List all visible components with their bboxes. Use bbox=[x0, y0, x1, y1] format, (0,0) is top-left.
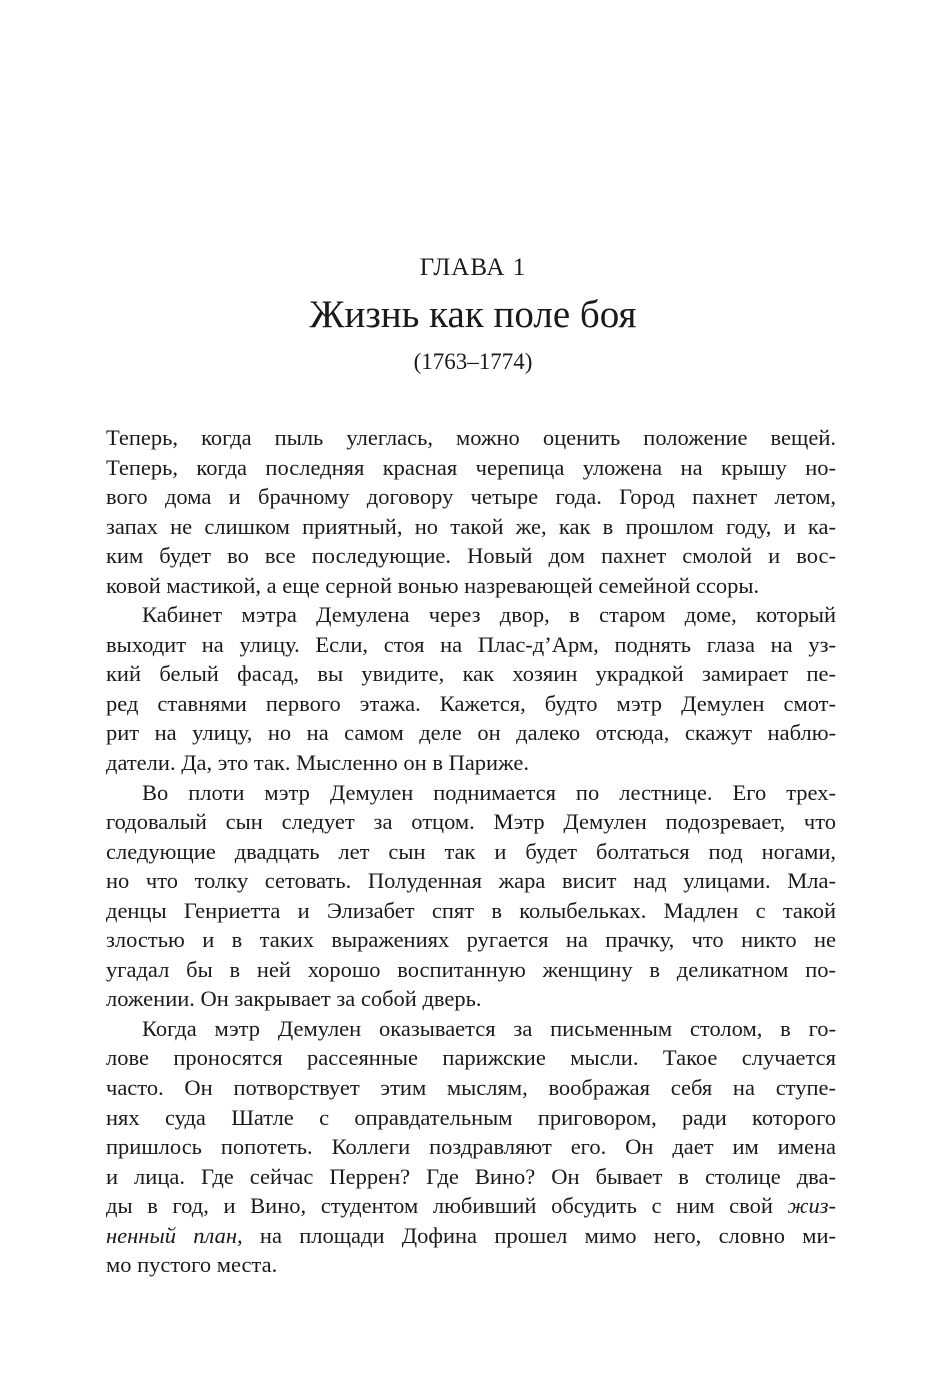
text-line: ред ставнями первого этажа. Кажется, будто мэтр Демулен смот- bbox=[106, 690, 836, 716]
text-fragment: , на площади Дофина прошел мимо него, словно ми- bbox=[237, 1222, 836, 1248]
text-line: и лица. Где сейчас Перрен? Где Вино? Он бывает в столице два- bbox=[106, 1163, 836, 1189]
text-line: ковой мастикой, а еще серной вонью назревающей семейной ссоры. bbox=[106, 572, 760, 598]
text-line: пришлось попотеть. Коллеги поздравляют его. Он дает им имена bbox=[106, 1134, 836, 1160]
chapter-years: (1763–1774) bbox=[413, 349, 533, 374]
chapter-label: ГЛАВА 1 bbox=[419, 254, 527, 281]
text-line: ложении. Он закрывает за собой дверь. bbox=[106, 986, 482, 1012]
text-line: злостью и в таких выражениях ругается на прачку, что никто не bbox=[106, 927, 836, 953]
text-line: годовалый сын следует за отцом. Мэтр Демулен подозревает, что bbox=[106, 809, 836, 835]
chapter-title: Жизнь как поле боя bbox=[309, 293, 637, 336]
text-line: Кабинет мэтра Демулена через двор, в старом доме, который bbox=[142, 602, 836, 628]
text-line: рит на улицу, но на самом деле он далеко отсюда, скажут наблю- bbox=[106, 720, 836, 746]
text-line: следующие двадцать лет сын так и будет болтаться под ногами, bbox=[106, 838, 836, 864]
text-line: ким будет во все последующие. Новый дом пахнет смолой и вос- bbox=[106, 543, 836, 569]
text-line bbox=[106, 1221, 836, 1251]
text-line: лове проносятся рассеянные парижские мысли. Такое случается bbox=[106, 1045, 836, 1071]
text-line: датели. Да, это так. Мысленно он в Париже. bbox=[106, 750, 529, 776]
text-line: запах не слишком приятный, но такой же, как в прошлом году, и ка- bbox=[106, 513, 836, 539]
body-text bbox=[106, 423, 836, 1280]
text-line: Во плоти мэтр Демулен поднимается по лестнице. Его трех- bbox=[142, 779, 836, 805]
text-line: угадал бы в ней хорошо воспитанную женщину в деликатном по- bbox=[106, 956, 836, 982]
text-line: денцы Генриетта и Элизабет спят в колыбельках. Мадлен с такой bbox=[106, 897, 836, 923]
text-line: Теперь, когда пыль улеглась, можно оценить положение вещей. bbox=[106, 425, 836, 450]
text-line: мо пустого места. bbox=[106, 1252, 278, 1278]
text-line: Теперь, когда последняя красная черепица уложена на крышу но- bbox=[106, 454, 836, 480]
text-line: Когда мэтр Демулен оказывается за письменным столом, в го- bbox=[142, 1015, 836, 1041]
text-line: вого дома и брачному договору четыре года. Город пахнет летом, bbox=[106, 484, 836, 510]
text-line: нях суда Шатле с оправдательным приговором, ради которого bbox=[106, 1104, 836, 1130]
text-line: но что толку сетовать. Полуденная жара висит над улицами. Мла- bbox=[106, 868, 836, 894]
text-line: часто. Он потворствует этим мыслям, воображая себя на ступе- bbox=[106, 1075, 836, 1101]
text-line: выходит на улицу. Если, стоя на Плас-д’Арм, поднять глаза на уз- bbox=[106, 631, 836, 657]
text-line: кий белый фасад, вы увидите, как хозяин украдкой замирает пе- bbox=[106, 661, 836, 687]
text-fragment: ды в год, и Вино, студентом любивший обсудить с ним свой bbox=[106, 1193, 788, 1219]
italic-fragment: жиз- bbox=[787, 1193, 836, 1219]
italic-fragment: ненный план bbox=[106, 1222, 237, 1248]
text-line bbox=[106, 1191, 836, 1221]
